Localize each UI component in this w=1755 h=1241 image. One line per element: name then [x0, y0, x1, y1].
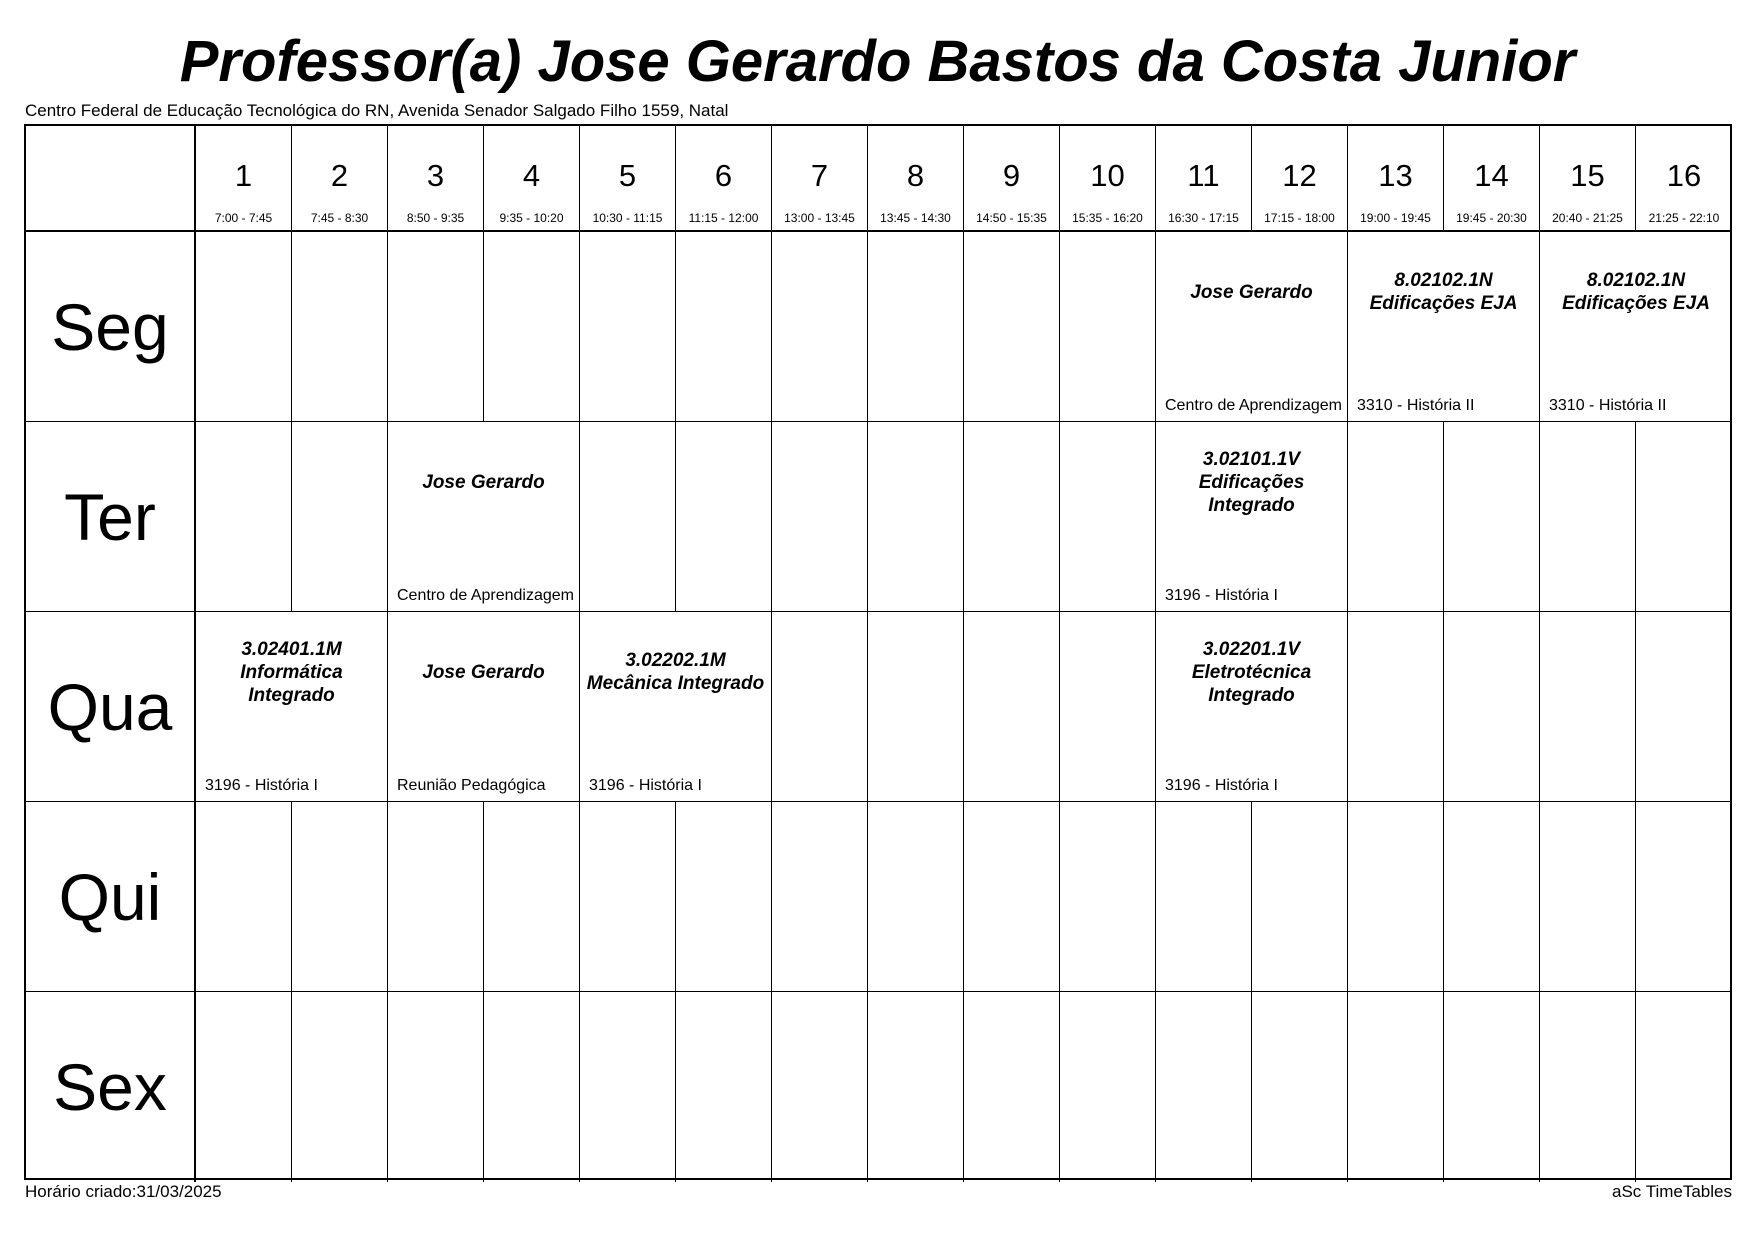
empty-slot [1348, 992, 1444, 1182]
day-qua [26, 612, 196, 802]
empty-slot [772, 612, 868, 802]
empty-slot [196, 232, 292, 422]
empty-slot [1444, 802, 1540, 992]
period-number: 6 [714, 158, 733, 193]
empty-slot [868, 422, 964, 612]
period-header [292, 126, 388, 232]
lesson-class: 3.02101.1V Edificações Integrado [1198, 448, 1305, 516]
empty-slot [676, 422, 772, 612]
empty-slot [1156, 992, 1252, 1182]
period-time: 15:35 - 16:20 [1072, 211, 1143, 225]
period-header [388, 126, 484, 232]
empty-slot [1348, 802, 1444, 992]
lesson-card [1540, 232, 1732, 422]
lesson-room: 3196 - História I [589, 777, 702, 794]
empty-slot [964, 232, 1060, 422]
empty-slot [1348, 422, 1444, 612]
period-header [1540, 126, 1636, 232]
period-number: 1 [234, 158, 253, 193]
empty-slot [676, 232, 772, 422]
period-time: 8:50 - 9:35 [406, 211, 465, 225]
empty-slot [580, 992, 676, 1182]
lesson-room: Centro de Aprendizagem [397, 587, 574, 604]
lesson-class: 3.02202.1M Mecânica Integrado [586, 650, 765, 694]
period-time: 21:25 - 22:10 [1648, 211, 1720, 225]
empty-slot [388, 802, 484, 992]
empty-slot [868, 802, 964, 992]
period-number: 2 [330, 158, 349, 193]
empty-slot [1444, 992, 1540, 1182]
period-number: 5 [618, 158, 637, 193]
day-sex [26, 992, 196, 1182]
lesson-room: 3310 - História II [1357, 397, 1475, 414]
empty-slot [1636, 612, 1732, 802]
corner-cell [26, 126, 196, 232]
period-header [196, 126, 292, 232]
empty-slot [196, 422, 292, 612]
lesson-room: 3196 - História I [205, 777, 318, 794]
day-ter [26, 422, 196, 612]
empty-slot [1444, 612, 1540, 802]
page-title: Professor(a) Jose Gerardo Bastos da Costa Junior [179, 29, 1576, 94]
empty-slot [484, 992, 580, 1182]
software-credit: aSc TimeTables [1612, 1182, 1732, 1201]
lesson-card [1156, 232, 1348, 422]
empty-slot [964, 802, 1060, 992]
empty-slot [772, 422, 868, 612]
empty-slot [1060, 612, 1156, 802]
period-time: 20:40 - 21:25 [1552, 211, 1623, 225]
period-time: 19:45 - 20:30 [1456, 211, 1527, 225]
empty-slot [196, 992, 292, 1182]
lesson-card [1156, 422, 1348, 612]
empty-slot [676, 802, 772, 992]
empty-slot [292, 802, 388, 992]
empty-slot [1540, 422, 1636, 612]
lesson-class: 3.02401.1M Informática Integrado [240, 638, 343, 706]
empty-slot [964, 612, 1060, 802]
period-header [1636, 126, 1732, 232]
period-number: 8 [906, 158, 925, 193]
period-header [580, 126, 676, 232]
empty-slot [196, 802, 292, 992]
lesson-card [1348, 232, 1540, 422]
empty-slot [1348, 612, 1444, 802]
empty-slot [964, 992, 1060, 1182]
period-number: 4 [522, 158, 541, 193]
period-header [1156, 126, 1252, 232]
empty-slot [484, 232, 580, 422]
lesson-class: Jose Gerardo [422, 471, 545, 493]
day-qui [26, 802, 196, 992]
period-time: 13:45 - 14:30 [880, 211, 951, 225]
period-time: 19:00 - 19:45 [1360, 211, 1431, 225]
period-time: 13:00 - 13:45 [784, 211, 855, 225]
lesson-room: 3310 - História II [1549, 397, 1667, 414]
period-time: 7:45 - 8:30 [310, 211, 369, 225]
period-time: 11:15 - 12:00 [688, 211, 759, 225]
period-time: 7:00 - 7:45 [214, 211, 273, 225]
empty-slot [388, 992, 484, 1182]
period-time: 16:30 - 17:15 [1168, 211, 1239, 225]
empty-slot [1540, 612, 1636, 802]
lesson-class: 3.02201.1V Eletrotécnica Integrado [1191, 638, 1312, 706]
empty-slot [772, 232, 868, 422]
lesson-class: 8.02102.1N Edificações EJA [1369, 270, 1518, 314]
day-label: Sex [53, 1050, 167, 1124]
empty-slot [1540, 802, 1636, 992]
day-label: Ter [64, 479, 156, 554]
period-number: 15 [1570, 158, 1605, 193]
empty-slot [1540, 992, 1636, 1182]
lesson-room: 3196 - História I [1165, 777, 1278, 794]
period-time: 10:30 - 11:15 [592, 211, 663, 225]
empty-slot [1636, 992, 1732, 1182]
empty-slot [580, 232, 676, 422]
empty-slot [964, 422, 1060, 612]
period-number: 10 [1090, 158, 1125, 193]
period-header [1060, 126, 1156, 232]
empty-slot [1636, 422, 1732, 612]
period-number: 16 [1666, 158, 1702, 193]
period-number: 7 [810, 158, 829, 193]
lesson-class: 8.02102.1N Edificações EJA [1562, 270, 1710, 314]
lesson-card [388, 612, 580, 802]
day-label: Qua [47, 669, 173, 744]
empty-slot [868, 612, 964, 802]
empty-slot [292, 422, 388, 612]
period-header [772, 126, 868, 232]
lesson-room: Centro de Aprendizagem [1165, 397, 1342, 414]
lesson-card [1156, 612, 1348, 802]
empty-slot [1060, 232, 1156, 422]
empty-slot [868, 992, 964, 1182]
empty-slot [388, 232, 484, 422]
lesson-card [196, 612, 388, 802]
lesson-room: Reunião Pedagógica [397, 777, 546, 794]
empty-slot [1444, 422, 1540, 612]
school-address: Centro Federal de Educação Tecnológica do RN, Avenida Senador Salgado Filho 1559, Natal [25, 101, 729, 120]
period-number: 12 [1282, 158, 1317, 193]
created-date: Horário criado:31/03/2025 [25, 1182, 222, 1201]
period-header [676, 126, 772, 232]
period-number: 13 [1378, 158, 1413, 193]
period-number: 9 [1002, 158, 1021, 193]
lesson-card [388, 422, 580, 612]
period-number: 3 [426, 158, 445, 193]
empty-slot [772, 802, 868, 992]
period-number: 11 [1187, 158, 1220, 193]
timetable-grid [24, 124, 1732, 1180]
period-number: 14 [1474, 158, 1509, 193]
period-time: 14:50 - 15:35 [976, 211, 1047, 225]
empty-slot [1252, 802, 1348, 992]
empty-slot [580, 422, 676, 612]
empty-slot [292, 992, 388, 1182]
empty-slot [1252, 992, 1348, 1182]
empty-slot [868, 232, 964, 422]
empty-slot [1060, 422, 1156, 612]
period-header [868, 126, 964, 232]
empty-slot [1060, 802, 1156, 992]
lesson-class: Jose Gerardo [1190, 281, 1313, 303]
period-time: 17:15 - 18:00 [1264, 211, 1335, 225]
empty-slot [1156, 802, 1252, 992]
empty-slot [772, 992, 868, 1182]
lesson-room: 3196 - História I [1165, 587, 1278, 604]
empty-slot [292, 232, 388, 422]
empty-slot [1060, 992, 1156, 1182]
empty-slot [676, 992, 772, 1182]
period-header [964, 126, 1060, 232]
period-header [1444, 126, 1540, 232]
lesson-card [580, 612, 772, 802]
period-header [484, 126, 580, 232]
period-header [1348, 126, 1444, 232]
period-header [1252, 126, 1348, 232]
day-label: Seg [51, 289, 169, 364]
day-label: Qui [58, 859, 162, 934]
day-seg [26, 232, 196, 422]
empty-slot [484, 802, 580, 992]
period-time: 9:35 - 10:20 [499, 211, 564, 225]
lesson-class: Jose Gerardo [422, 661, 545, 683]
empty-slot [580, 802, 676, 992]
empty-slot [1636, 802, 1732, 992]
